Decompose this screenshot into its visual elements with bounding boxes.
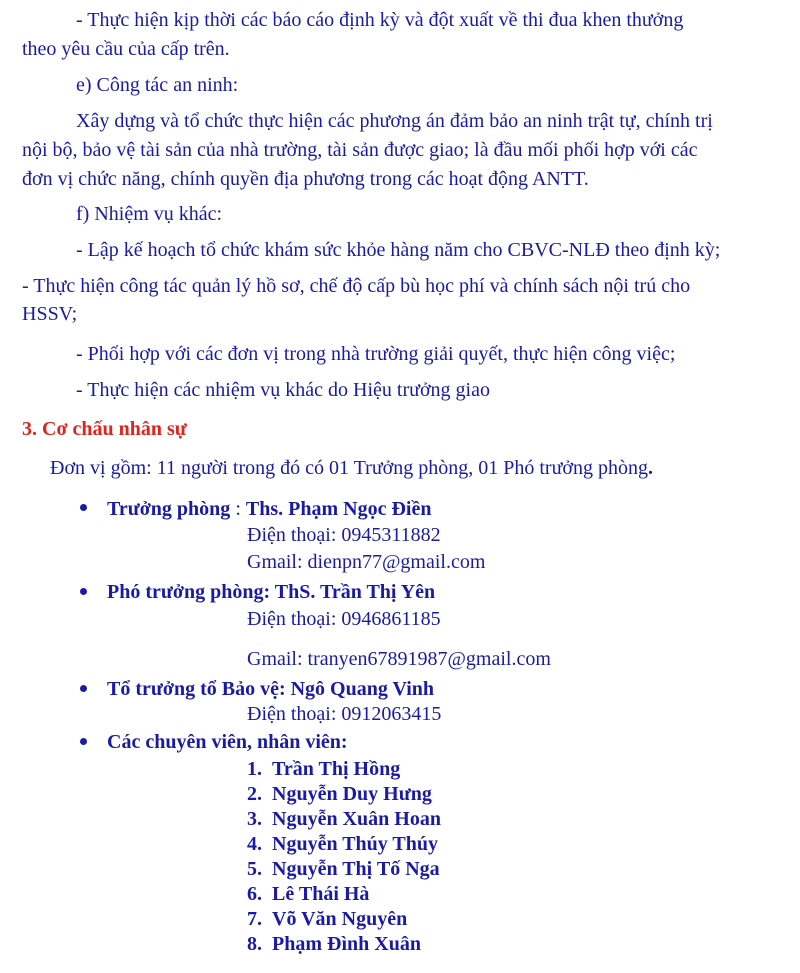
bullet-icon bbox=[80, 685, 87, 692]
other-task-2-line-2: HSSV; bbox=[22, 303, 78, 325]
head-of-department bbox=[107, 497, 431, 521]
reporting-line-2: theo yêu cầu của cấp trên. bbox=[22, 38, 230, 60]
list-item-number: 3. bbox=[247, 808, 262, 830]
deputy-email: Gmail: tranyen67891987@gmail.com bbox=[247, 648, 551, 670]
list-item-name: Nguyễn Thị Tố Nga bbox=[272, 858, 440, 880]
security-phone: Điện thoại: 0912063415 bbox=[247, 703, 442, 725]
list-item-name: Trần Thị Hồng bbox=[272, 758, 401, 780]
staff-label: Các chuyên viên, nhân viên: bbox=[107, 731, 348, 753]
other-task-3: - Phối hợp với các đơn vị trong nhà trường giải quyết, thực hiện công việc; bbox=[76, 343, 676, 365]
list-item-number: 6. bbox=[247, 883, 262, 905]
other-task-4: - Thực hiện các nhiệm vụ khác do Hiệu trưởng giao bbox=[76, 379, 490, 401]
list-item-name: Nguyễn Duy Hưng bbox=[272, 783, 432, 805]
list-item-name: Võ Văn Nguyên bbox=[272, 908, 408, 930]
bullet-icon bbox=[80, 588, 87, 595]
list-item-number: 8. bbox=[247, 933, 262, 955]
list-item-name: Nguyễn Xuân Hoan bbox=[272, 808, 441, 830]
list-item bbox=[247, 932, 421, 956]
head-separator: : bbox=[230, 498, 246, 520]
list-item bbox=[247, 832, 438, 856]
staff-intro-period: . bbox=[648, 457, 653, 479]
other-task-2-line-1: - Thực hiện công tác quản lý hồ sơ, chế độ cấp bù học phí và chính sách nội trú cho bbox=[22, 275, 691, 297]
list-item bbox=[247, 807, 441, 831]
list-item bbox=[247, 857, 440, 881]
deputy-head: Phó trưởng phòng: ThS. Trần Thị Yên bbox=[107, 581, 436, 603]
other-task-1: - Lập kế hoạch tổ chức khám sức khỏe hàng năm cho CBVC-NLĐ theo định kỳ; bbox=[76, 239, 721, 261]
list-item-number: 5. bbox=[247, 858, 262, 880]
security-text-line-2: nội bộ, bảo vệ tài sản của nhà trường, tài sản được giao; là đầu mối phối hợp với các bbox=[22, 139, 698, 161]
list-item bbox=[247, 782, 432, 806]
security-subsection-title: e) Công tác an ninh: bbox=[76, 74, 239, 96]
security-text-line-3: đơn vị chức năng, chính quyền địa phương trong các hoạt động ANTT. bbox=[22, 168, 589, 190]
list-item bbox=[247, 882, 369, 906]
head-label: Trưởng phòng bbox=[107, 498, 231, 520]
staff-intro-text: Đơn vị gồm: 11 người trong đó có 01 Trưởng phòng, 01 Phó trưởng phòng bbox=[50, 457, 648, 479]
head-email: Gmail: dienpn77@gmail.com bbox=[247, 551, 486, 573]
bullet-icon bbox=[80, 738, 87, 745]
staff-intro bbox=[50, 456, 653, 480]
list-item-number: 7. bbox=[247, 908, 262, 930]
other-tasks-title: f) Nhiệm vụ khác: bbox=[76, 203, 223, 225]
list-item-name: Lê Thái Hà bbox=[272, 883, 370, 905]
list-item bbox=[247, 907, 407, 931]
list-item-name: Nguyễn Thúy Thúy bbox=[272, 833, 439, 855]
deputy-phone: Điện thoại: 0946861185 bbox=[247, 608, 441, 630]
list-item bbox=[247, 757, 400, 781]
list-item-number: 4. bbox=[247, 833, 262, 855]
list-item-name: Phạm Đình Xuân bbox=[272, 933, 421, 955]
section-3-heading: 3. Cơ chấu nhân sự bbox=[22, 418, 187, 440]
head-phone: Điện thoại: 0945311882 bbox=[247, 524, 441, 546]
reporting-line-1: - Thực hiện kịp thời các báo cáo định kỳ và đột xuất về thi đua khen thưởng bbox=[76, 9, 684, 31]
bullet-icon bbox=[80, 504, 87, 511]
list-item-number: 1. bbox=[247, 758, 262, 780]
security-text-line-1: Xây dựng và tổ chức thực hiện các phương án đảm bảo an ninh trật tự, chính trị bbox=[76, 110, 713, 132]
head-name: Ths. Phạm Ngọc Điền bbox=[245, 498, 432, 520]
list-item-number: 2. bbox=[247, 783, 262, 805]
security-team-leader: Tổ trưởng tổ Bảo vệ: Ngô Quang Vinh bbox=[107, 678, 435, 700]
